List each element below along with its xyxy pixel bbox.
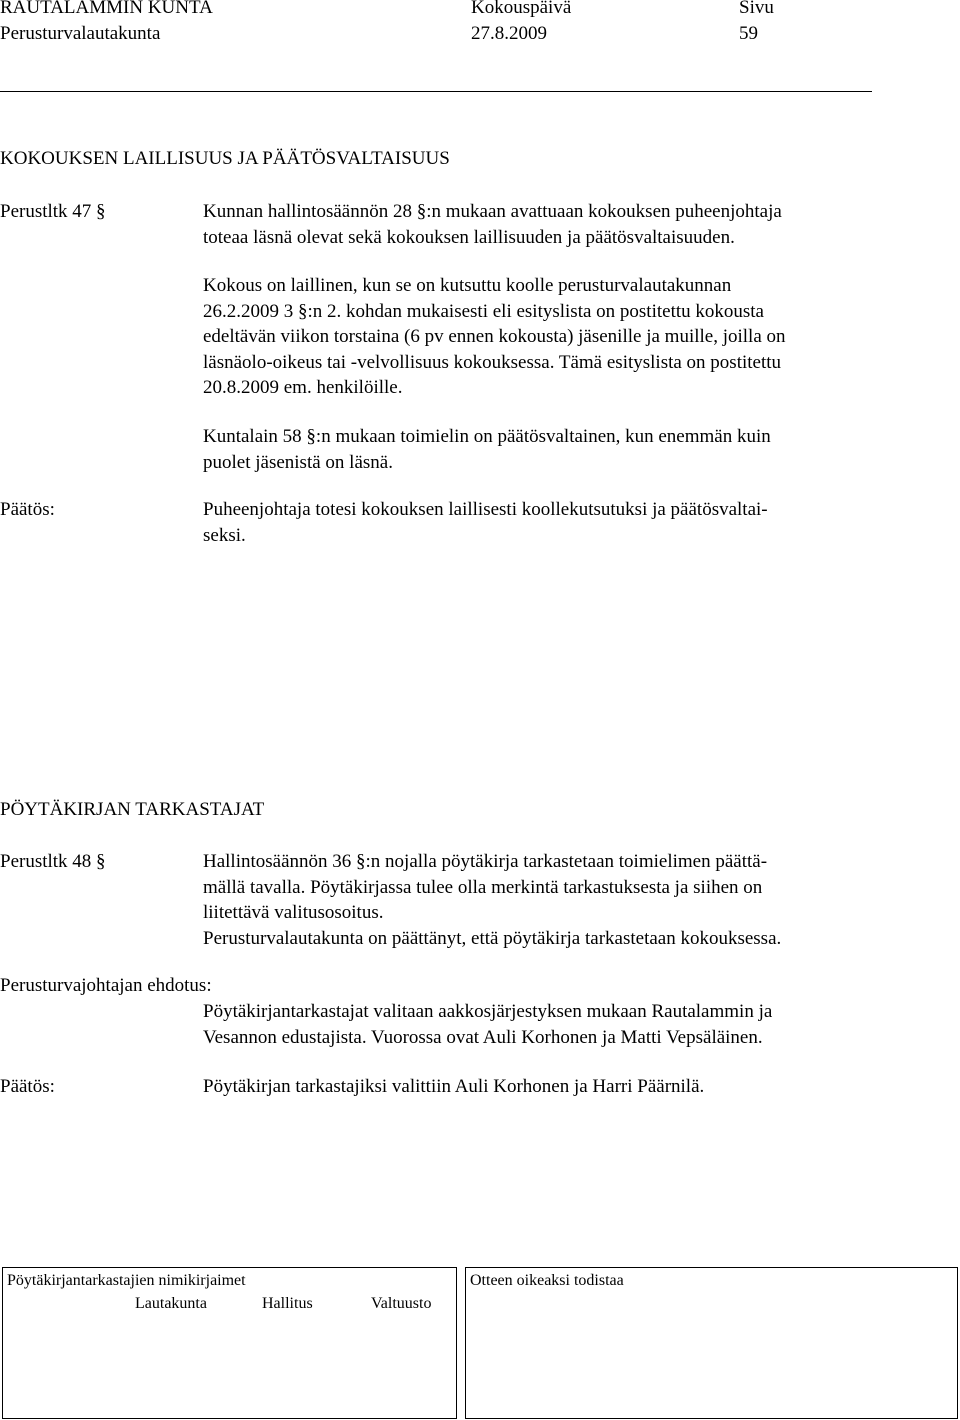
meeting-date: 27.8.2009 — [471, 23, 547, 44]
header-divider — [0, 91, 872, 92]
page-number: 59 — [739, 23, 758, 44]
committee-name: Perusturvalautakunta — [0, 23, 161, 44]
section-title-reviewers: PÖYTÄKIRJAN TARKASTAJAT — [0, 799, 265, 820]
municipality-name: RAUTALAMMIN KUNTA — [0, 0, 213, 18]
text-line: Pöytäkirjantarkastajat valitaan aakkosjärjestyksen mukaan Rautalammin ja — [203, 1001, 773, 1022]
text-line: läsnäolo-oikeus tai -velvollisuus kokouksessa. Tämä esityslista on postitettu — [203, 351, 782, 373]
text-line: 26.2.2009 3 §:n 2. kohdan mukaisesti eli esityslista on postitettu kokousta — [203, 300, 764, 322]
page-label: Sivu — [739, 0, 774, 18]
text-line: seksi. — [203, 524, 246, 546]
proposal-label: Perusturvajohtajan ehdotus: — [0, 975, 212, 996]
text-line: 20.8.2009 em. henkilöille. — [203, 377, 403, 398]
section-ref-47: Perustltk 47 § — [0, 201, 106, 222]
text-line: Kunnan hallintosäännön 28 §:n mukaan avattuaan kokouksen puheenjohtaja — [203, 201, 782, 222]
certified-copy-title: Otteen oikeaksi todistaa — [470, 1272, 624, 1289]
section-title-legality: KOKOUKSEN LAILLISUUS JA PÄÄTÖSVALTAISUUS — [0, 148, 450, 169]
decision-text-2: Pöytäkirjan tarkastajiksi valittiin Auli Korhonen ja Harri Päärnilä. — [203, 1076, 705, 1097]
text-line: Puheenjohtaja totesi kokouksen laillisesti koollekutsutuksi ja päätösvaltai- — [203, 499, 768, 520]
column-council: Valtuusto — [371, 1295, 432, 1312]
text-line: edeltävän viikon torstaina (6 pv ennen kokousta) jäsenille ja muille, joilla on — [203, 326, 786, 347]
text-line: Kuntalain 58 §:n mukaan toimielin on päätösvaltainen, kun enemmän kuin — [203, 426, 771, 447]
text-line: mällä tavalla. Pöytäkirjassa tulee olla merkintä tarkastuksesta ja siihen on — [203, 876, 763, 898]
decision-label-1: Päätös: — [0, 499, 55, 520]
column-board: Hallitus — [262, 1295, 313, 1312]
text-line: liitettävä valitusosoitus. — [203, 902, 384, 923]
reviewer-initials-title: Pöytäkirjantarkastajien nimikirjaimet — [7, 1272, 246, 1289]
decision-text-1 — [203, 497, 768, 548]
decision-label-2: Päätös: — [0, 1076, 55, 1097]
text-line: Perusturvalautakunta on päättänyt, että pöytäkirja tarkastetaan kokouksessa. — [203, 927, 782, 949]
meeting-date-label: Kokouspäivä — [471, 0, 572, 18]
section1-paragraph-1 — [203, 199, 782, 250]
section1-paragraph-2 — [203, 273, 786, 401]
text-line: Hallintosäännön 36 §:n nojalla pöytäkirja tarkastetaan toimielimen päättä- — [203, 851, 768, 872]
text-line: Kokous on laillinen, kun se on kutsuttu koolle perusturvalautakunnan — [203, 275, 732, 296]
text-line: puolet jäsenistä on läsnä. — [203, 451, 393, 473]
text-line: Vesannon edustajista. Vuorossa ovat Auli Korhonen ja Matti Vepsäläinen. — [203, 1026, 763, 1048]
column-committee: Lautakunta — [135, 1295, 207, 1312]
section2-paragraph — [203, 849, 781, 951]
text-line: toteaa läsnä olevat sekä kokouksen laillisuuden ja päätösvaltaisuuden. — [203, 226, 735, 248]
section-ref-48: Perustltk 48 § — [0, 851, 106, 872]
section1-paragraph-3 — [203, 424, 771, 475]
proposal-text — [203, 999, 772, 1050]
